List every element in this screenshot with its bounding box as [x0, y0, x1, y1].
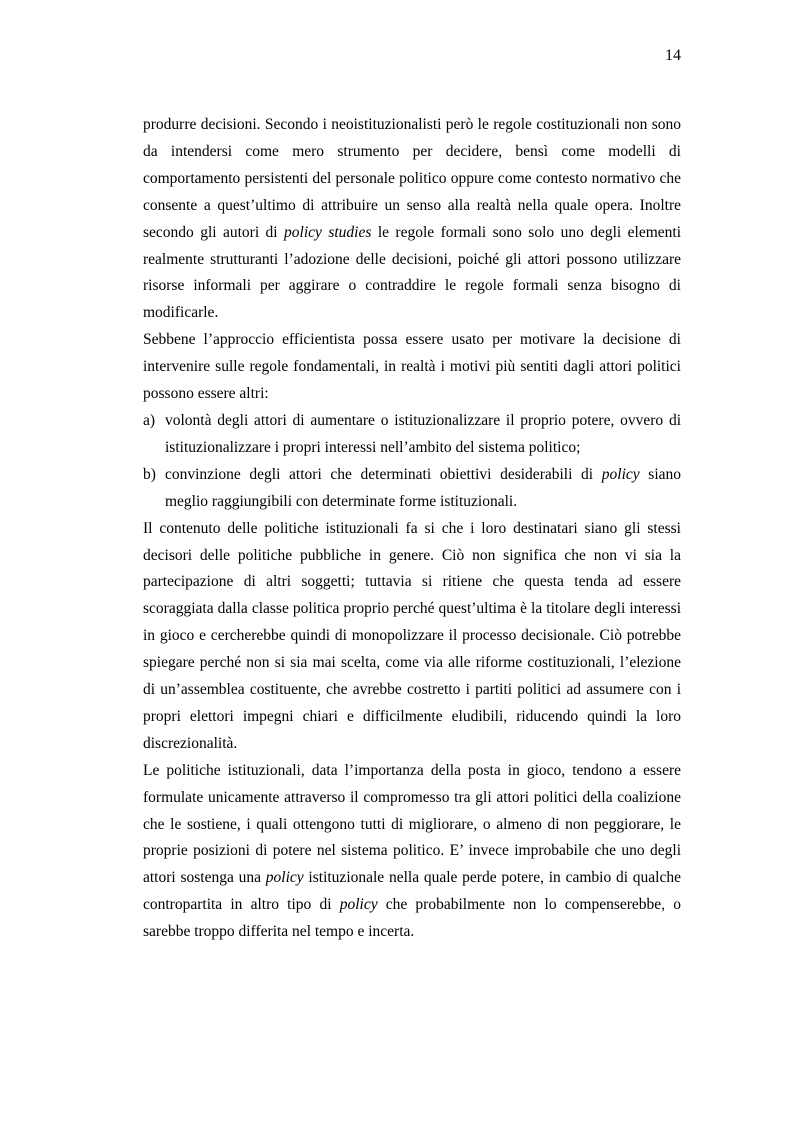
body-text [143, 112, 681, 946]
paragraph-4: Le politiche istituzionali, data l’importanza della posta in gioco, tendono a essere formulate unicamente attraverso il compromesso tra gli attori politici della coalizione che le sostiene, i quali ottengono tutti di migliorare, o almeno di non peggiorare, le proprie posizioni di potere nel sistema politico. E’ invece improbabile che uno degli attori sostenga una policy istituzionale nella quale perde potere, in cambio di qualche contropartita in altro tipo di policy che probabilmente non lo compenserebbe, o sarebbe troppo differita nel tempo e incerta. [143, 761, 681, 941]
italic-term: policy [339, 896, 378, 914]
italic-term: policy studies [284, 223, 372, 241]
list-item-b [143, 462, 681, 516]
paragraph-2: Sebbene l’approccio efficientista possa essere usato per motivare la decisione di intervenire sulle regole fondamentali, in realtà i motivi più sentiti dagli attori politici possono essere altri: [143, 331, 681, 403]
list-marker: b) [143, 465, 156, 483]
italic-term: policy [265, 869, 304, 887]
paragraph-1: produrre decisioni. Secondo i neoistituzionalisti però le regole costituzionali non sono da intendersi come mero strumento per decidere, bensì come modelli di comportamento persistenti del personale politico oppure come contesto normativo che consente a quest’ultimo di attribuire un senso alla realtà nella quale opera. Inoltre secondo gli autori di policy studies le regole formali sono solo uno degli elementi realmente strutturanti l’adozione delle decisioni, poiché gli attori possono utilizzare risorse informali per aggirare o contraddire le regole formali senza bisogno di modificarle. [143, 116, 682, 322]
italic-term: policy [601, 465, 640, 483]
list-item-text: volontà degli attori di aumentare o istituzionalizzare il proprio potere, ovvero di istituzionalizzare i propri interessi nell’ambito del sistema politico; [165, 411, 681, 456]
motives-list [143, 408, 681, 516]
list-item-text: convinzione degli attori che determinati obiettivi desiderabili di policy siano meglio raggiungibili con determinate forme istituzionali. [165, 465, 682, 510]
list-marker: a) [143, 411, 156, 429]
paragraph-3: Il contenuto delle politiche istituzionali fa si che i loro destinatari siano gli stessi decisori delle politiche pubbliche in genere. Ciò non significa che non vi sia la partecipazione di altri soggetti; tuttavia si ritiene che questa tenda ad essere scoraggiata dalla classe politica proprio perché quest’ultima è la titolare degli interessi in gioco e cercherebbe quindi di monopolizzare il processo decisionale. Ciò potrebbe spiegare perché non si sia mai scelta, come via alle riforme costituzionali, l’elezione di un’assemblea costituente, che avrebbe costretto i partiti politici ad assumere con i propri elettori impegni chiari e difficilmente eludibili, riducendo quindi la loro discrezionalità. [143, 519, 681, 752]
list-item-a [143, 408, 681, 462]
page-number: 14 [665, 47, 681, 64]
